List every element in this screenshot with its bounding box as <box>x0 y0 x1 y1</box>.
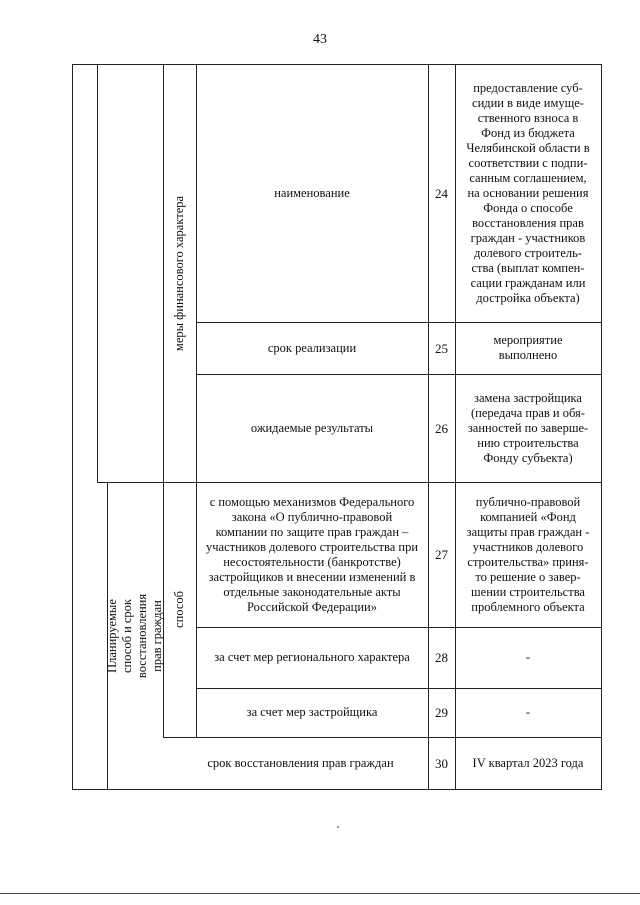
group-method-label: способ <box>172 591 186 628</box>
row-label: срок реализации <box>267 340 357 355</box>
row-value: мероприятие выполнено <box>493 333 563 362</box>
row-number: 28 <box>435 650 448 665</box>
group-restoration-label: Планируемые способ и срок восстановления прав граждан <box>105 593 164 679</box>
row-value: - <box>525 650 531 664</box>
row-label: ожидаемые результаты <box>250 420 374 435</box>
row-label: с помощью механизмов Федерального закона «О публично-правовой компании по защите прав граждан – участников долевого строительства при несостоятельности (банкротстве) застройщиков и внесении изменений в отдельные законодательные акты Российской Федерации» <box>205 494 419 614</box>
rule <box>601 64 602 790</box>
row-number: 27 <box>435 547 448 562</box>
group-restoration-cell <box>107 482 163 790</box>
row-number: 26 <box>435 420 448 436</box>
row-label: за счет мер регионального характера <box>214 650 410 664</box>
group-financial-label: меры финансового характера <box>172 195 186 351</box>
row-label: наименование <box>274 185 350 200</box>
rule <box>72 64 73 790</box>
row-number: 29 <box>435 705 448 720</box>
scan-speck <box>337 826 339 828</box>
row-value: предоставление суб- сидии в виде имуще- ственного взноса в Фонд из бюджета Челябинской области в соответствии с подпи- санным соглашением, на основании решения Фонда о способе восстановления прав граждан - участников долевого строитель- ства (выплат компен- сации гражданам или достройка объекта) <box>466 80 590 305</box>
group-financial-cell <box>163 64 196 482</box>
row-label: за счет мер застройщика <box>246 705 378 719</box>
scan-edge <box>0 893 640 894</box>
row-number: 25 <box>435 340 448 356</box>
row-number: 24 <box>435 185 448 201</box>
row-value: замена застройщика (передача прав и обя- занностей по заверше- нию строительства Фонду субъекта) <box>467 390 589 465</box>
row-number: 30 <box>435 755 448 771</box>
group-method-cell <box>163 482 196 737</box>
row-label: срок восстановления прав граждан <box>207 755 394 770</box>
row-value: IV квартал 2023 года <box>472 755 584 770</box>
rule <box>97 64 98 482</box>
page-number: 43 <box>313 32 327 47</box>
row-value: публично-правовой компанией «Фонд защиты прав граждан - участников долевого строительства» приня- то решение о завер- шении строительства проблемного объекта <box>466 494 590 614</box>
row-value: - <box>525 705 531 719</box>
